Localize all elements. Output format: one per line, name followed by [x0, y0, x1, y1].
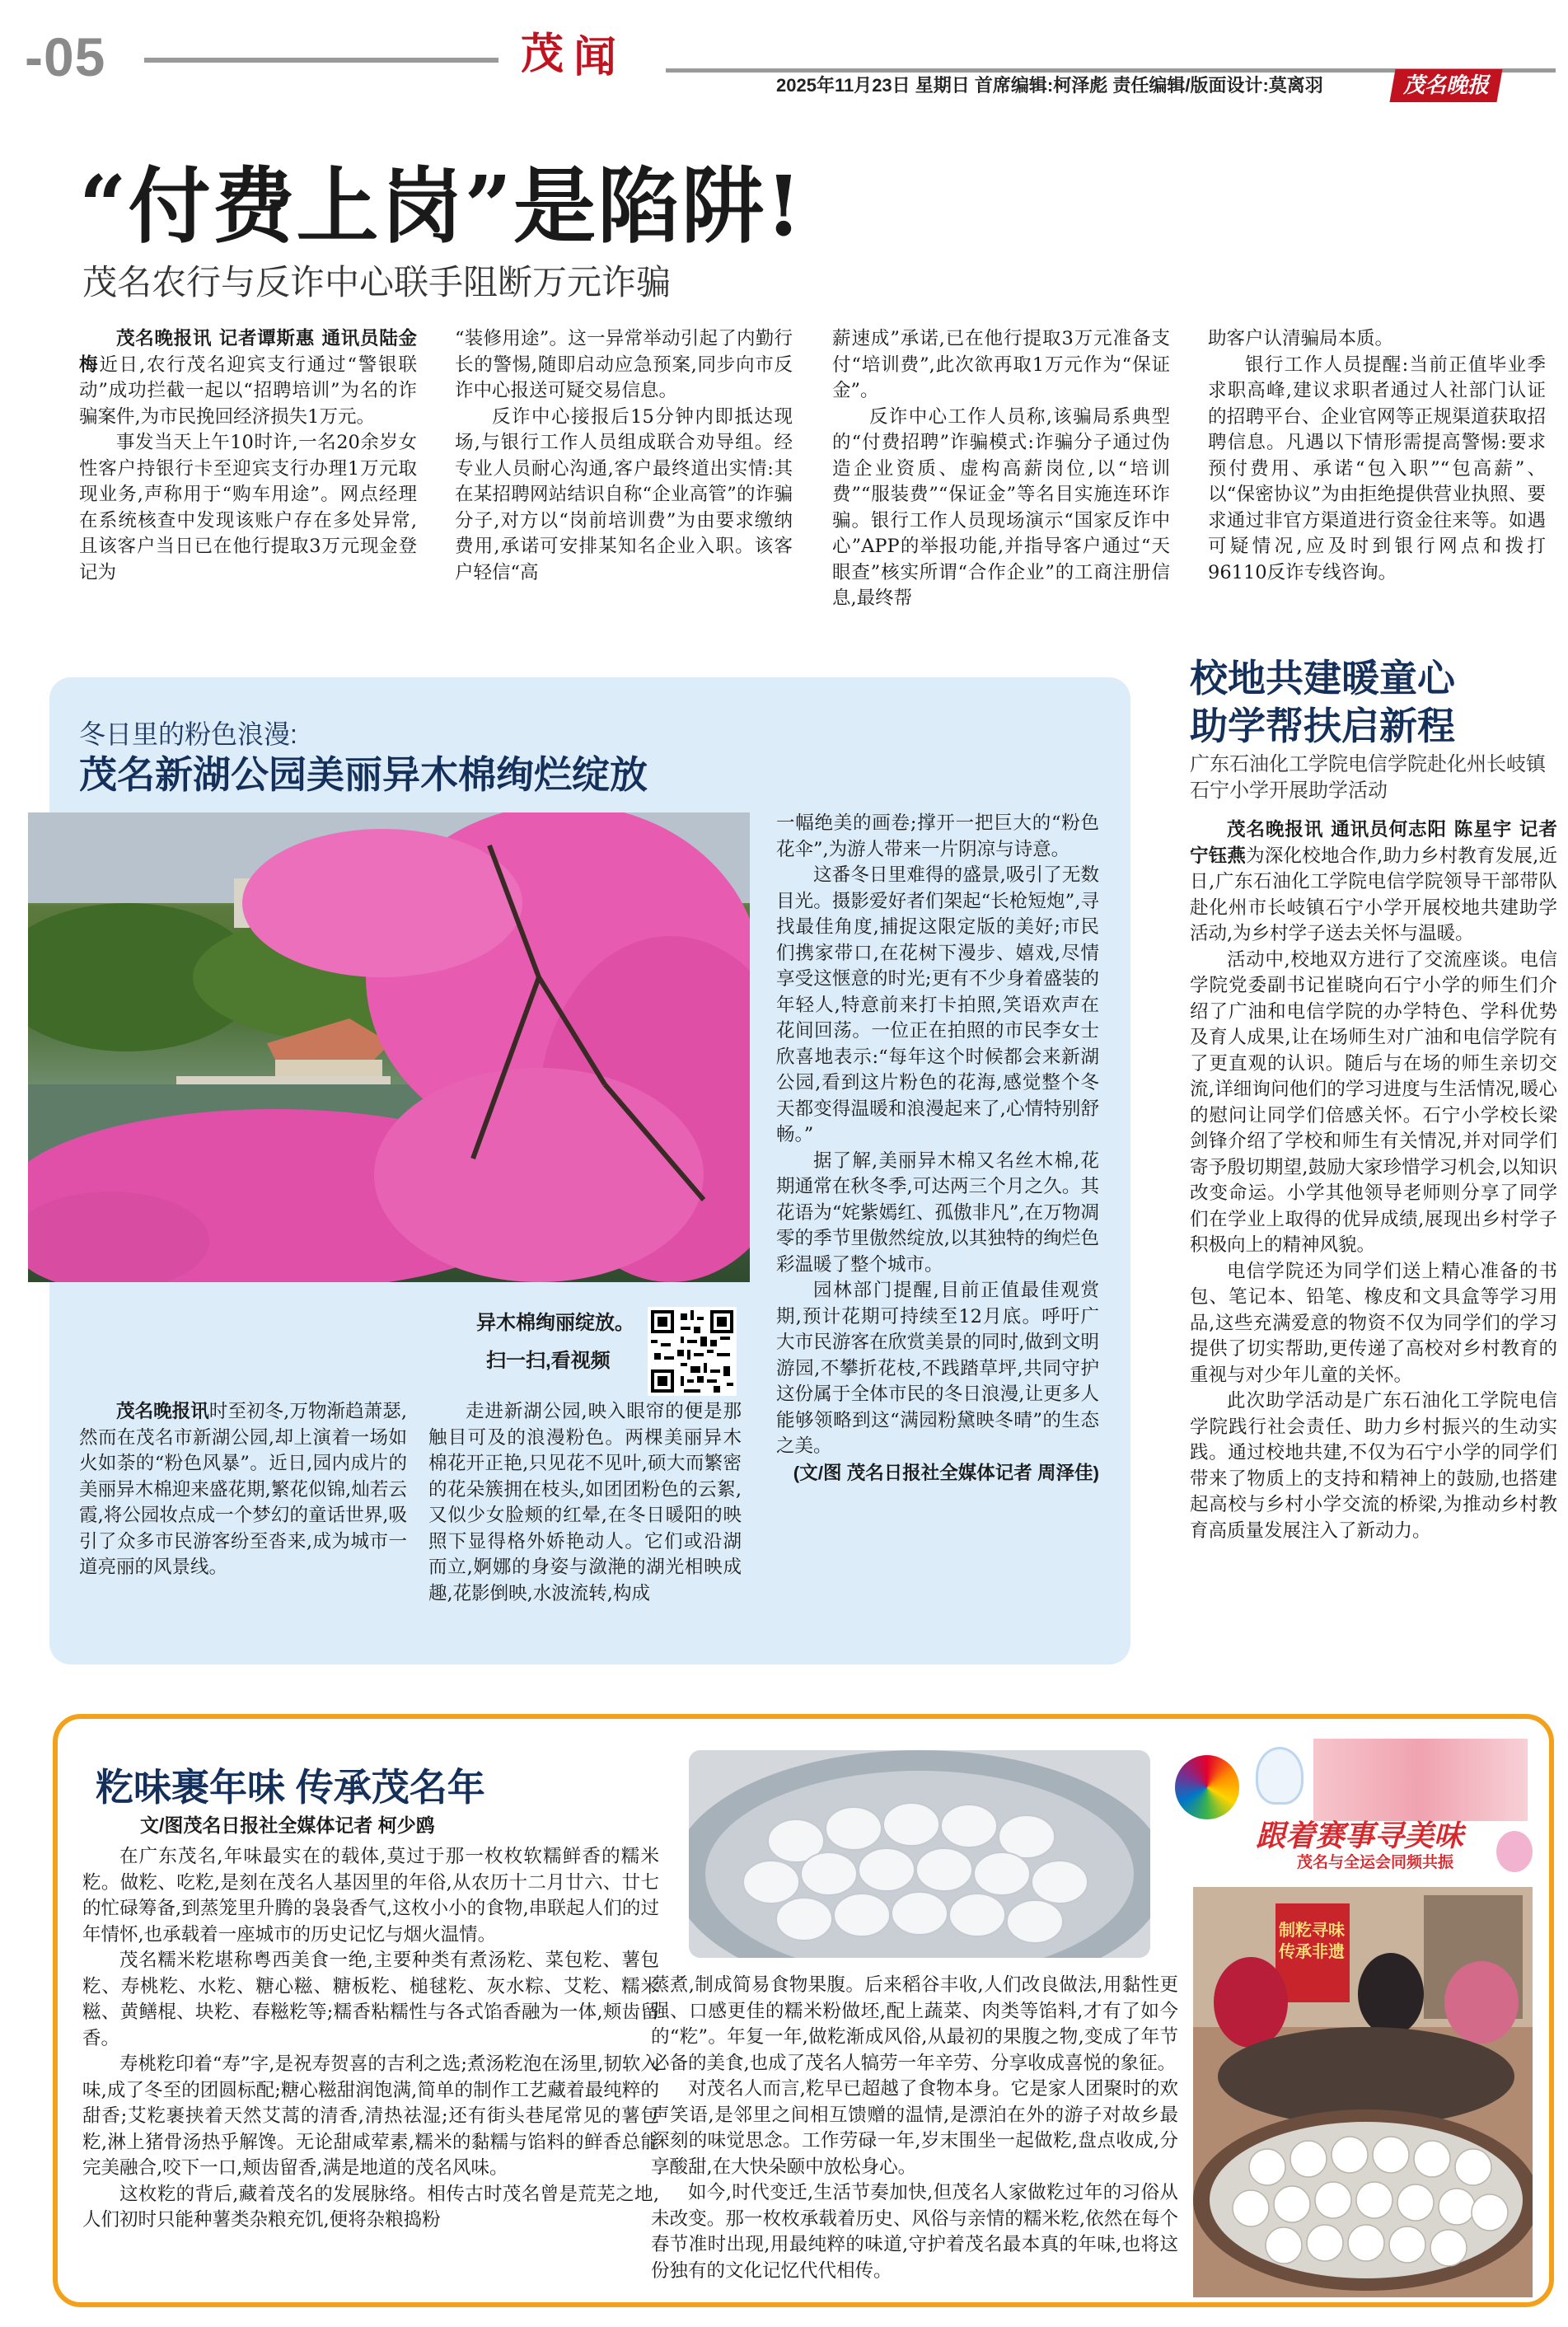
article2-kicker: 冬日里的粉色浪漫: — [79, 719, 297, 749]
skyline-graphic — [1313, 1739, 1528, 1821]
article3-p3: 电信学院还为同学们送上精心准备的书包、笔记本、铅笔、橡皮和文具盒等学习用品,这些充满爱意的物资不仅为同学们的学习提供了切实帮助,更传递了高校对乡村教育的重视与对少年儿童的关怀。 — [1190, 1260, 1557, 1386]
article3-title-line1: 校地共建暖童心 — [1190, 657, 1455, 700]
article1-p4: 反诈中心工作人员称,该骗局系典型的“付费招聘”诈骗模式:诈骗分子通过伪造企业资质、虚构高薪岗位,以“培训费”“服装费”“保证金”等名目实施连环诈骗。银行工作人员现场演示“国家反诈中心”APP的举报功能,并指导客户通过“天眼查”核实所谓“合作企业”的工商注册信息,最终帮 — [832, 405, 1170, 609]
promo-banner-text: 跟着赛事寻美味 — [1256, 1819, 1464, 1852]
article2-p4: 据了解,美丽异木棉又名丝木棉,花期通常在秋冬季,可达两三个月之久。其花语为“姹紫嫣红、孤傲非凡”,在万物凋零的季节里傲然绽放,以其独特的绚烂色彩温暖了整个城市。 — [776, 1149, 1099, 1276]
article2-credit: (文/图 茂名日报社全媒体记者 周泽佳) — [793, 1462, 1099, 1483]
section-char-1: 茂 — [521, 29, 564, 79]
article3-subtitle: 广东石油化工学院电信学院赴化州长岐镇石宁小学开展助学活动 — [1190, 753, 1546, 802]
article1-col4 — [1208, 326, 1546, 616]
article1-title: “付费上岗”是陷阱! — [79, 157, 803, 255]
article2-p5: 园林部门提醒,目前正值最佳观赏期,预计花期可持续至12月底。呼吁广大市民游客在欣赏美景的同时,做到文明游园,不攀折花枝,不践踏草坪,共同守护这份属于全体市民的冬日浪漫,让更多人能够领略到这“满园粉黛映冬晴”的生态之美。 — [776, 1280, 1099, 1457]
article4-p6: 如今,时代变迁,生活节奏加快,但茂名人家做籺过年的习俗从未改变。那一枚枚承载着历史、风俗与亲情的糯米籺,依然在每个春节准时出现,用最纯粹的味道,守护着茂名最本真的年味,也将这份独有的文化记忆代代相传。 — [651, 2182, 1178, 2282]
article1-col2 — [455, 326, 793, 616]
article4-p2: 茂名糯米籺堪称粤西美食一绝,主要种类有煮汤籺、菜包籺、薯包籺、寿桃籺、水籺、糖心糍、糖板籺、槌毬籺、灰水粽、艾籺、糯米糍、黄鳝棍、块籺、春糍籺等;糯香粘糯性与各式馅香融为一体,颊齿留香。 — [82, 1950, 659, 2049]
rice-cake-drawing — [689, 1750, 1150, 1958]
article2-byline: 茂名晚报讯 — [116, 1401, 209, 1422]
article3-body — [1190, 817, 1557, 1683]
games-logo — [1175, 1755, 1239, 1819]
article2-p3: 这番冬日里难得的盛景,吸引了无数目光。摄影爱好者们架起“长枪短炮”,寻找最佳角度,捕捉这限定版的美好;市民们携家带口,在花树下漫步、嬉戏,尽情享受这惬意的时光;更有不少身着盛装的年轻人,特意前来打卡拍照,笑语欢声在花间回荡。一位正在拍照的市民李女士欣喜地表示:“每年这个时候都会来新湖公园,看到这片粉色的花海,感觉整个冬天都变得温暖和浪漫起来了,心情特别舒畅。” — [776, 864, 1099, 1145]
article3-byline: 茂名晚报讯 通讯员何志阳 陈星宇 记者宁钰燕 — [1190, 819, 1557, 867]
video-qr-code[interactable] — [648, 1307, 737, 1396]
article3-p1: 为深化校地合作,助力乡村教育发展,近日,广东石油化工学院电信学院领导干部带队赴化州市长岐镇石宁小学开展校地共建助学活动,为乡村学子送去关怀与温暖。 — [1190, 845, 1557, 944]
rice-cake-photo — [689, 1750, 1150, 1958]
mascot-right-icon — [1496, 1831, 1533, 1872]
paper-logo — [1389, 69, 1502, 102]
rice-cake-making-photo — [1193, 1887, 1533, 2297]
article3-p2: 活动中,校地双方进行了交流座谈。电信学院党委副书记崔晓向石宁小学的师生们介绍了广油和电信学院的办学特色、学科优势及育人成果,让在场师生对广油和电信学院有了更直观的认识。随后与在场的师生亲切交流,详细询问他们的学习进度与生活情况,暖心的慰问让同学们倍感关怀。石宁小学校长梁剑锋介绍了学校和师生有关情况,并对同学们寄予殷切期望,鼓励大家珍惜学习机会,以知识改变命运。小学其他领导老师则分享了同学们在学业上取得的优异成绩,展现出乡村学子积极向上的精神风貌。 — [1190, 948, 1557, 1256]
qr-code-pattern — [651, 1310, 733, 1393]
article1-p2-cont: “装修用途”。这一异常举动引起了内勤行长的警惕,随即启动应急预案,同步向市反诈中心报送可疑交易信息。 — [455, 328, 793, 401]
rice-cake-making-drawing — [1193, 1887, 1533, 2297]
promo-banner — [1173, 1739, 1536, 1879]
page-number: -05 — [25, 26, 106, 87]
article1-byline: 茂名晚报讯 记者谭斯惠 通讯员陆金梅 — [79, 328, 417, 376]
header-info: 2025年11月23日 星期日 首席编辑:柯泽彪 责任编辑/版面设计:莫离羽 — [776, 75, 1323, 96]
park-photo-caption: 异木棉绚丽绽放。 — [476, 1312, 634, 1334]
article4-col1 — [82, 1844, 659, 2297]
article3-p4: 此次助学活动是广东石油化工学院电信学院践行社会责任、助力乡村振兴的生动实践。通过校地共建,不仅为石宁小学的同学们带来了物质上的支持和精神上的鼓励,也搭建起高校与乡村小学交流的桥梁,为推动乡村教育高质量发展注入了新动力。 — [1190, 1390, 1557, 1542]
photo-sign-text: 制籺寻味 传承非遗 — [1279, 1922, 1345, 1961]
section-char-2: 闻 — [573, 32, 617, 82]
article1-subtitle: 茂名农行与反诈中心联手阻断万元诈骗 — [82, 263, 672, 302]
article1-p3: 反诈中心接报后15分钟内即抵达现场,与银行工作人员组成联合劝导组。经专业人员耐心沟通,客户最终道出实情:其在某招聘网站结识自称“企业高管”的诈骗分子,对方以“岗前培训费”为由要求缴纳费用,承诺可安排某知名企业入职。该客户轻信“高 — [455, 405, 793, 583]
article3-title-line2: 助学帮扶启新程 — [1190, 705, 1455, 747]
article1-body — [79, 326, 417, 616]
article4-p5: 对茂名人而言,籺早已超越了食物本身。它是家人团聚时的欢声笑语,是邻里之间相互馈赠的温情,是漂泊在外的游子对故乡最深刻的味觉思念。工作劳碌一年,岁末围坐一起做籺,盘点收成,分享酸甜,在大快朵颐中放松身心。 — [651, 2078, 1178, 2178]
article4-p3: 寿桃籺印着“寿”字,是祝寿贺喜的吉利之选;煮汤籺泡在汤里,韧软入味,成了冬至的团圆标配;糖心糍甜润饱满,简单的制作工艺藏着最纯粹的甜香;艾籺裹挟着天然艾蒿的清香,清热祛湿;还有街头巷尾常见的薯包籺,淋上猪骨汤热乎解馋。无论甜咸荤素,糯米的黏糯与馅料的鲜香总能完美融合,咬下一口,颊齿留香,满是地道的茂名风味。 — [82, 2053, 659, 2179]
paper-logo-text: 茂名晚报 — [1402, 73, 1489, 98]
article4-byline: 文/图茂名日报社全媒体记者 柯少鸥 — [140, 1814, 435, 1836]
article1-p4-cont: 助客户认清骗局本质。 — [1208, 328, 1394, 349]
park-photo-drawing — [28, 812, 750, 1282]
article4-p1: 在广东茂名,年味最实在的载体,莫过于那一枚枚软糯鲜香的糯米籺。做籺、吃籺,是刻在茂名人基因里的年俗,从农历十二月廿六、廿七的忙碌筹备,到蒸笼里升腾的袅袅香气,这枚小小的食物,串联起人们的过年情怀,也承载着一座城市的历史记忆与烟火温情。 — [82, 1846, 659, 1945]
article4-p4-end: 蒸煮,制成简易食物果腹。后来稻谷丰收,人们改良做法,用黏性更强、口感更佳的糯米粉做坯,配上蔬菜、肉类等馅料,才有了如今的“籺”。年复一年,做籺渐成风俗,从最初的果腹之物,变成了年节必备的美食,也成了茂名人犒劳一年辛劳、分享收成喜悦的象征。 — [651, 1974, 1178, 2074]
article2-p2: 走进新湖公园,映入眼帘的便是那触目可及的浪漫粉色。两棵美丽异木棉花开正艳,只见花不见叶,硕大而繁密的花朵簇拥在枝头,如团团粉色的云絮,又似少女脸颊的红晕,在冬日暖阳的映照下显得格外娇艳动人。它们或沿湖而立,婀娜的身姿与潋滟的湖光相映成趣,花影倒映,水波流转,构成 — [428, 1401, 742, 1604]
article1-p1: 近日,农行茂名迎宾支行通过“警银联动”成功拦截一起以“招聘培训”为名的诈骗案件,为市民挽回经济损失1万元。 — [79, 353, 417, 428]
article4-col2 — [651, 1973, 1178, 2299]
promo-banner-sub: 茂名与全运会同频共振 — [1297, 1854, 1454, 1871]
article2-col3 — [776, 811, 1099, 1638]
article2-title: 茂名新湖公园美丽异木棉绚烂绽放 — [79, 753, 648, 796]
article1-p2: 事发当天上午10时许,一名20余岁女性客户持银行卡至迎宾支行办理1万元取现业务,声称用于“购车用途”。网点经理在系统核查中发现该账户存在多处异常,且该客户当日已在他行提取3万元现金登记为 — [79, 432, 417, 583]
article2-col1 — [79, 1399, 407, 1638]
article1-p3-cont: 薪速成”承诺,已在他行提取3万元准备支付“培训费”,此次欲再取1万元作为“保证金”。 — [832, 328, 1170, 401]
park-photo — [28, 812, 750, 1282]
article4-title: 籺味裹年味 传承茂名年 — [96, 1766, 485, 1809]
qr-caption: 扫一扫,看视频 — [486, 1350, 611, 1372]
mascot-icon — [1256, 1747, 1304, 1805]
article2-p1: 时至初冬,万物渐趋萧瑟,然而在茂名市新湖公园,却上演着一场如火如荼的“粉色风暴”。近日,园内成片的美丽异木棉迎来盛花期,繁花似锦,灿若云霞,将公园妆点成一个梦幻的童话世界,吸引了众多市民游客纷至沓来,成为城市一道亮丽的风景线。 — [79, 1401, 407, 1578]
article1-p5: 银行工作人员提醒:当前正值毕业季求职高峰,建议求职者通过人社部门认证的招聘平台、企业官网等正规渠道获取招聘信息。凡遇以下情形需提高警惕:要求预付费用、承诺“包入职”“包高薪”、以“保密协议”为由拒绝提供营业执照、要求通过非官方渠道进行资金往来等。如遇可疑情况,应及时到银行网点和拨打96110反诈专线咨询。 — [1208, 353, 1546, 583]
article1-col3 — [832, 326, 1170, 616]
article2-p2-cont: 一幅绝美的画卷;撑开一把巨大的“粉色花伞”,为游人带来一片阴凉与诗意。 — [776, 812, 1099, 860]
article4-p4-start: 这枚籺的背后,藏着茂名的发展脉络。相传古时茂名曾是荒芜之地,人们初时只能种薯类杂粮充饥,便将杂粮捣粉 — [82, 2183, 659, 2231]
header-rule-left — [144, 58, 498, 63]
article2-col2 — [428, 1399, 742, 1638]
